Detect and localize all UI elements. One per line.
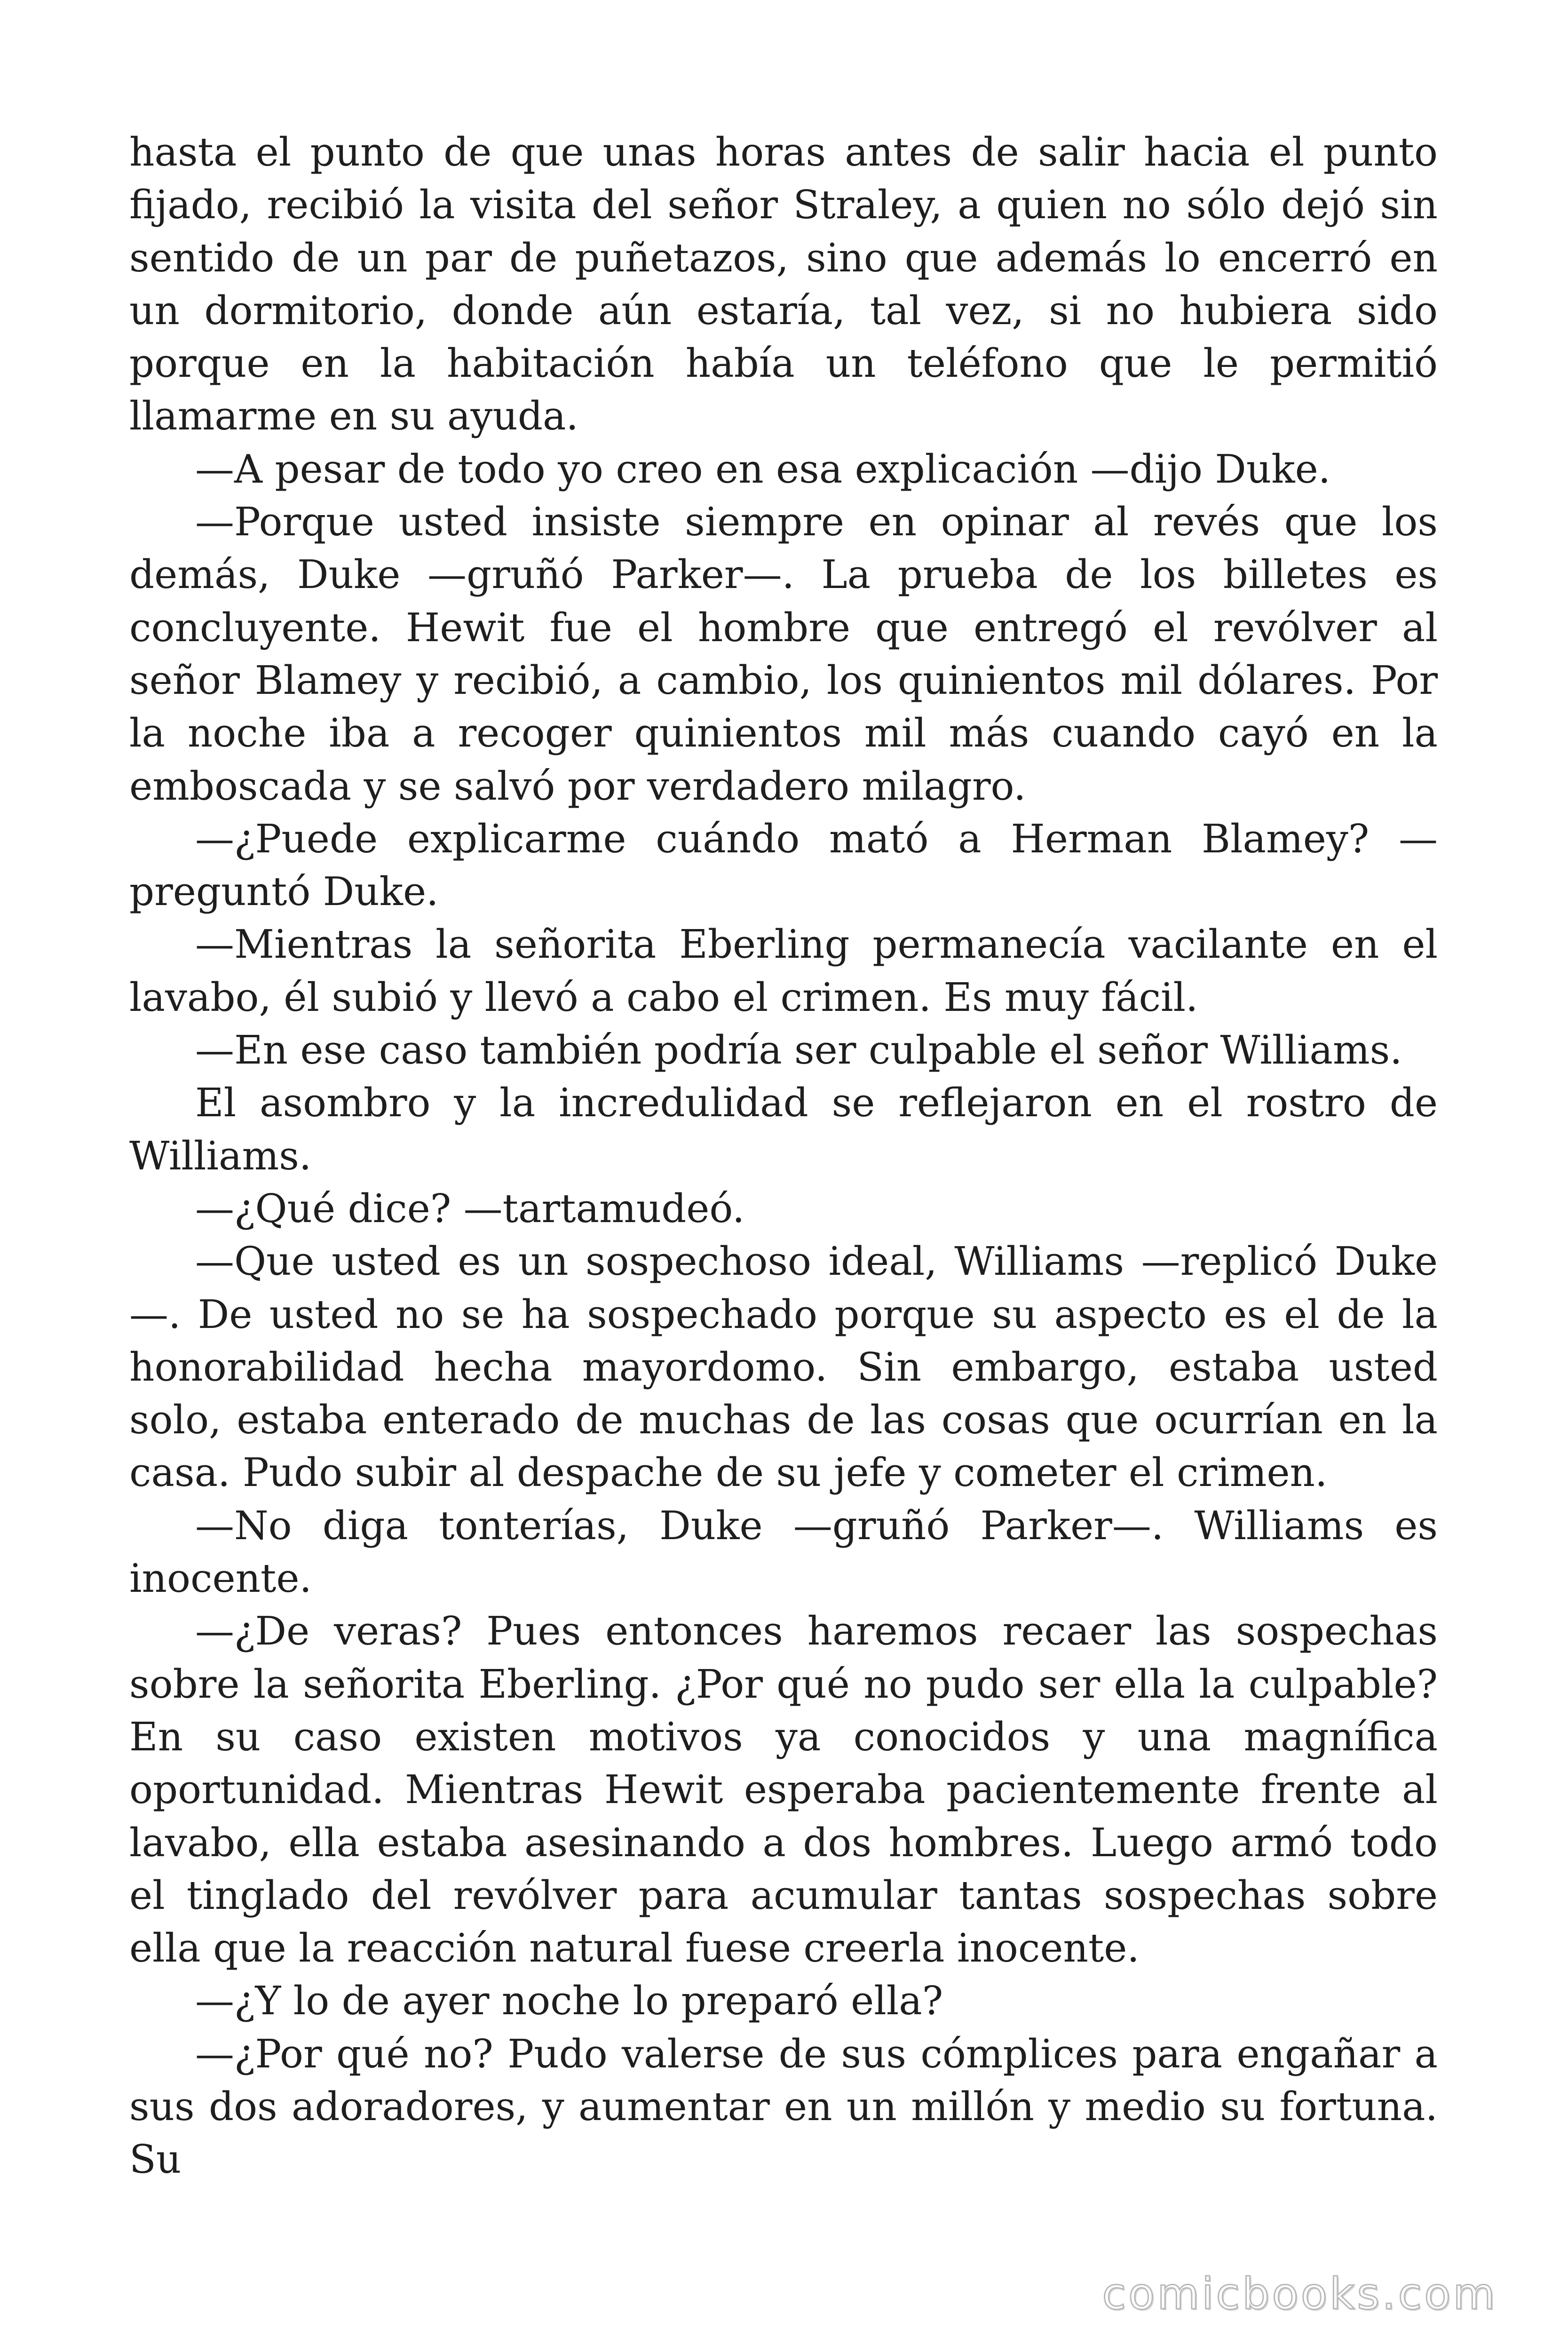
paragraph-7: El asombro y la incredulidad se reflejaron en el rostro de Williams. <box>129 1080 1438 1179</box>
paragraph-3: —Porque usted insiste siempre en opinar al revés que los demás, Duke —gruñó Parker—. La prueba de los billetes es concluyente. Hewit fue el hombre que entregó el revólver al señor Blamey y recibió, a cambio, los quinientos mil dólares. Por la noche iba a recoger quinientos mil más cuando cayó en la emboscada y se salvó por verdadero milagro. <box>129 499 1438 809</box>
paragraph-1: hasta el punto de que unas horas antes de salir hacia el punto fijado, recibió la visita del señor Straley, a quien no sólo dejó sin sentido de un par de puñetazos, sino que además lo encerró en un dormitorio, donde aún estaría, tal vez, si no hubiera sido porque en la habitación había un teléfono que le permitió llamarme en su ayuda. <box>129 129 1438 439</box>
paragraph-11: —¿De veras? Pues entonces haremos recaer las sospechas sobre la señorita Eberling. ¿Por qué no pudo ser ella la culpable? En su caso existen motivos ya conocidos y una magnífica oportunidad. Mientras Hewit esperaba pacientemente frente al lavabo, ella estaba asesinando a dos hombres. Luego armó todo el tinglado del revólver para acumular tantas sospechas sobre ella que la reacción natural fuese creerla inocente. <box>129 1608 1438 1971</box>
body-text <box>129 126 1438 2186</box>
paragraph-8: —¿Qué dice? —tartamudeó. <box>195 1185 745 1232</box>
paragraph-6: —En ese caso también podría ser culpable el señor Williams. <box>195 1027 1402 1073</box>
watermark-logo: comicbooks.com <box>1102 2269 1497 2319</box>
paragraph-2: —A pesar de todo yo creo en esa explicación —dijo Duke. <box>195 446 1331 492</box>
paragraph-4: —¿Puede explicarme cuándo mató a Herman Blamey? —preguntó Duke. <box>129 816 1438 915</box>
paragraph-5: —Mientras la señorita Eberling permanecía vacilante en el lavabo, él subió y llevó a cabo el crimen. Es muy fácil. <box>129 922 1438 1020</box>
paragraph-9: —Que usted es un sospechoso ideal, Williams —replicó Duke—. De usted no se ha sospechado porque su aspecto es el de la honorabilidad hecha mayordomo. Sin embargo, estaba usted solo, estaba enterado de muchas de las cosas que ocurrían en la casa. Pudo subir al despache de su jefe y cometer el crimen. <box>129 1239 1438 1496</box>
paragraph-12: —¿Y lo de ayer noche lo preparó ella? <box>195 1978 943 2024</box>
paragraph-13: —¿Por qué no? Pudo valerse de sus cómplices para engañar a sus dos adoradores, y aumentar en un millón y medio su fortuna. Su <box>129 2031 1438 2183</box>
paragraph-10: —No diga tonterías, Duke —gruñó Parker—. Williams es inocente. <box>129 1502 1438 1602</box>
